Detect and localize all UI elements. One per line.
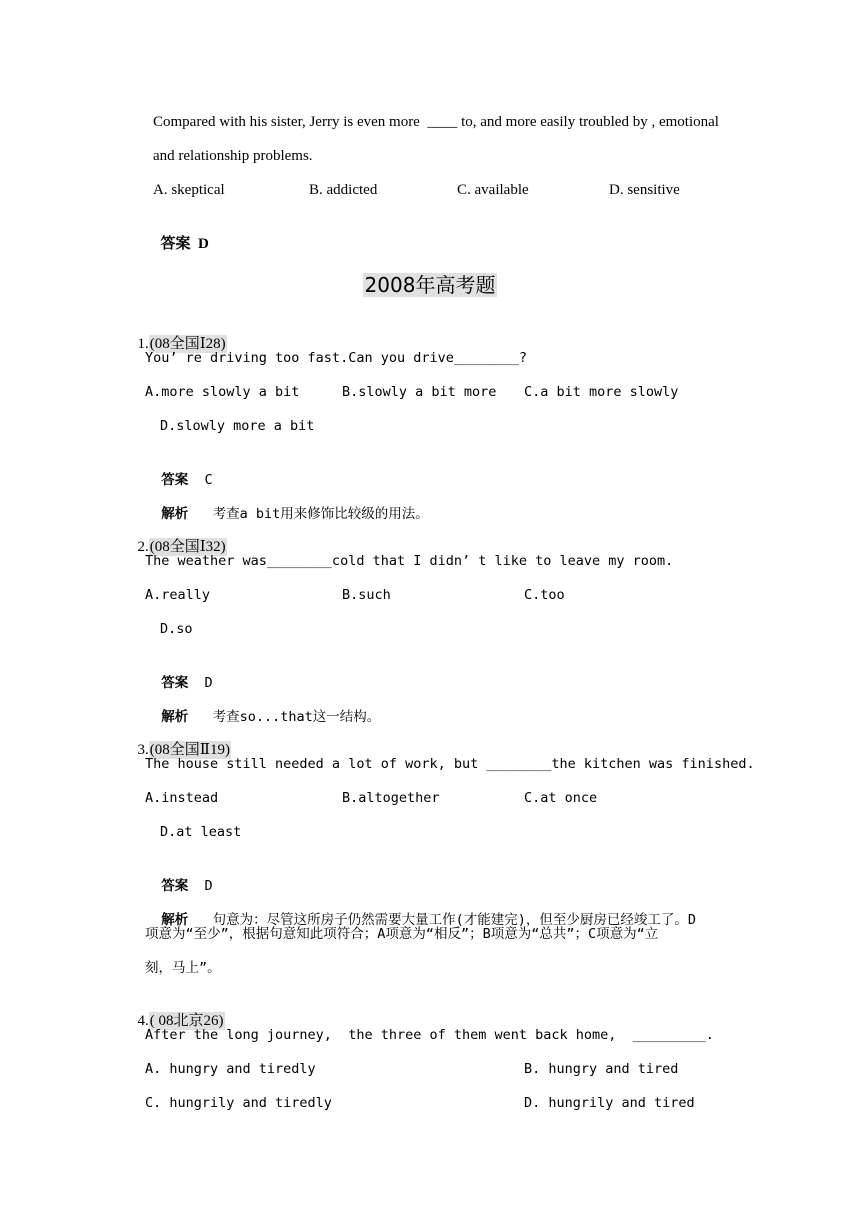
question-3-analysis-line-2: 项意为“至少”，根据句意知此项符合；A项意为“相反”；B项意为“总共”；C项意为“立 xyxy=(145,926,659,942)
section-title: 2008年高考题 xyxy=(364,273,496,297)
question-1-text: You’ re driving too fast.Can you drive________? xyxy=(145,350,528,366)
analysis-text: 考查a bit用来修饰比较级的用法。 xyxy=(212,506,429,522)
question-2-option-c: C.too xyxy=(524,587,565,603)
analysis-label: 解析 xyxy=(161,912,189,928)
question-3-analysis-line-3: 刻，马上”。 xyxy=(145,960,221,976)
question-1-option-c: C.a bit more slowly xyxy=(524,384,679,400)
answer-value: C xyxy=(204,472,213,488)
analysis-text: 考查so...that这一结构。 xyxy=(212,709,381,725)
analysis-text: 句意为：尽管这所房子仍然需要大量工作(才能建完)，但至少厨房已经竣工了。D xyxy=(212,912,697,928)
intro-question-line-1: Compared with his sister, Jerry is even more ____ to, and more easily troubled by , emotional xyxy=(153,114,719,130)
question-4-option-b: B. hungry and tired xyxy=(524,1061,679,1077)
question-2-text: The weather was________cold that I didn’ t like to leave my room. xyxy=(145,553,674,569)
question-3-text: The house still needed a lot of work, but ________the kitchen was finished. xyxy=(145,756,755,772)
question-1-option-b: B.slowly a bit more xyxy=(342,384,497,400)
question-1-option-d: D.slowly more a bit xyxy=(160,418,315,434)
intro-answer xyxy=(153,214,209,254)
answer-value: D xyxy=(204,675,213,691)
question-3-option-a: A.instead xyxy=(145,790,219,806)
question-2-option-a: A.really xyxy=(145,587,211,603)
intro-option-a: A. skeptical xyxy=(153,182,225,198)
question-4-text: After the long journey, the three of them went back home, _________. xyxy=(145,1027,714,1043)
answer-label: 答案 xyxy=(161,675,189,691)
question-source: (08全国Ⅰ32) xyxy=(149,539,226,555)
question-4-option-c: C. hungrily and tiredly xyxy=(145,1095,332,1111)
answer-label: 答案 xyxy=(161,878,189,894)
question-2-option-b: B.such xyxy=(342,587,391,603)
question-number: 3. xyxy=(137,742,149,758)
answer-value: D xyxy=(198,236,209,252)
question-4-option-d: D. hungrily and tired xyxy=(524,1095,695,1111)
question-number: 2. xyxy=(137,539,149,555)
question-number: 4. xyxy=(137,1013,149,1029)
answer-label: 答案 xyxy=(160,236,191,252)
intro-option-d: D. sensitive xyxy=(609,182,680,198)
question-4-option-a: A. hungry and tiredly xyxy=(145,1061,316,1077)
question-3-option-b: B.altogether xyxy=(342,790,440,806)
answer-label: 答案 xyxy=(161,472,189,488)
intro-option-c: C. available xyxy=(457,182,529,198)
question-source: (08全国Ⅰ28) xyxy=(149,336,226,352)
question-source: (08全国Ⅱ19) xyxy=(149,742,230,758)
question-source: ( 08北京26) xyxy=(149,1013,224,1029)
intro-question-line-2: and relationship problems. xyxy=(153,148,313,164)
question-3-option-d: D.at least xyxy=(160,824,242,840)
answer-value: D xyxy=(204,878,213,894)
analysis-label: 解析 xyxy=(161,506,189,522)
question-2-option-d: D.so xyxy=(160,621,193,637)
analysis-label: 解析 xyxy=(161,709,189,725)
question-3-option-c: C.at once xyxy=(524,790,598,806)
question-number: 1. xyxy=(137,336,149,352)
question-1-option-a: A.more slowly a bit xyxy=(145,384,300,400)
intro-option-b: B. addicted xyxy=(309,182,378,198)
